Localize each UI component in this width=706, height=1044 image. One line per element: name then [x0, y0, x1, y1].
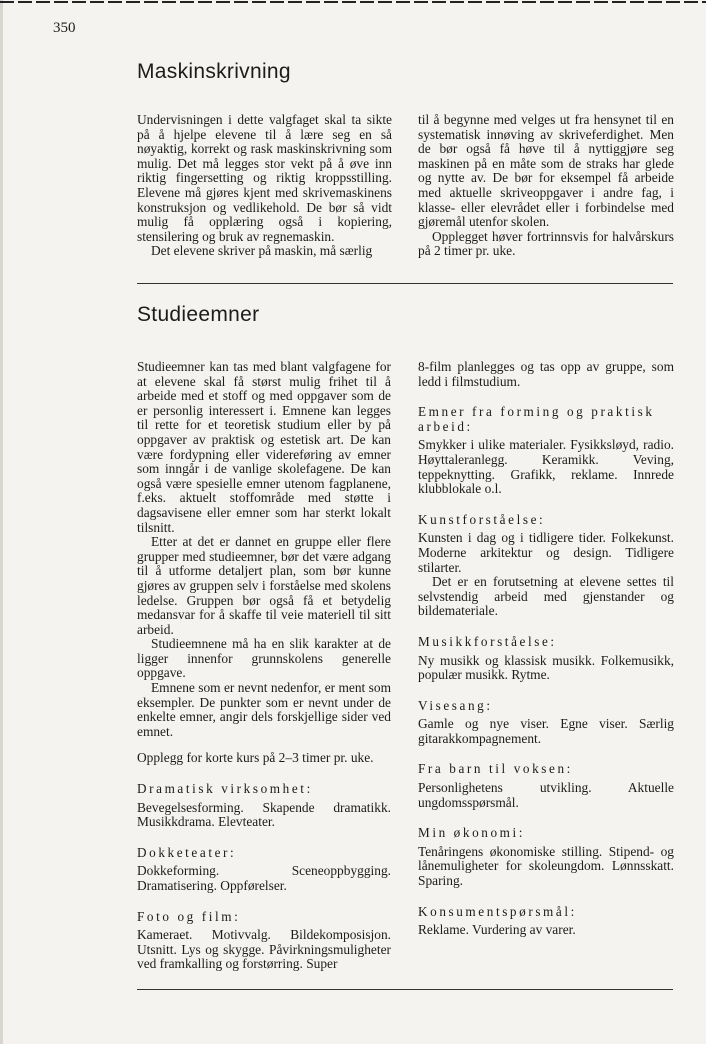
page-edge — [0, 0, 3, 1044]
paragraph: Studieemnene må ha en slik karakter at de ligger innenfor grunnskolens generelle oppgave. — [137, 636, 391, 681]
paragraph: Studieemner kan tas med blant valgfagene for at elevene skal få størst mulig frihet til å arbeide med et stoff og med oppgaver som de er personlig interessert i. Emnene kan legges til rette for et teoretisk studium eller by på oppgaver av praktisk og estetisk art. De kan være fordypning eller videreføring av emner som inngår i de vanlige skolefagene. De kan også være spesielle emner utenom fagplanene, f.eks. aktuelt stoffområde med støtte i dagsavisene eller emner som har sterkt lokalt tilsnitt. — [137, 359, 391, 535]
section-title-maskinskrivning: Maskinskrivning — [137, 60, 291, 83]
topic-heading: Dokketeater: — [137, 844, 237, 860]
topic-heading: Foto og film: — [137, 908, 241, 924]
topic-heading: Fra barn til voksen: — [418, 761, 573, 777]
paragraph: Det elevene skriver på maskin, må særlig — [151, 243, 373, 259]
paragraph: til å begynne med velges ut fra hensynet til en systematisk innøving av skriveferdighet. Men de bør også få høve til å nyttiggjøre seg maskinen på en måte som de straks har glede og nytte av. De bør for eksempel få arbeide med aktuelle skriveoppgaver i andre fag, i klasse- eller elevrådet eller i forbindelse med gjøremål utenfor skolen. — [418, 112, 674, 230]
topic-heading: Visesang: — [418, 697, 493, 713]
paragraph: Emnene som er nevnt nedenfor, er ment som eksempler. De punkter som er nevnt under de enkelte emner, angir dels forskjellige sider ved emnet. — [137, 680, 391, 739]
section-divider — [137, 283, 673, 284]
paragraph: Undervisningen i dette valgfaget skal ta sikte på å hjelpe elevene til å lære seg en så nøyaktig, korrekt og rask maskinskrivning som mulig. Det må legges stor vekt på å øve inn riktig fingersetting og riktig kroppsstilling. Elevene må gjøres kjent med skrivemaskinens konstruksjon og vedlikehold. De bør så vidt mulig få opplæring også i kopiering, stensilering og bruk av regnemaskin. — [137, 112, 392, 244]
page-number: 350 — [53, 20, 76, 36]
topic-heading: Musikkforståelse: — [418, 633, 557, 649]
topic-extra: Det er en forutsetning at elevene settes til selvstendig arbeid med gjenstander og bildemateriale. — [418, 574, 674, 619]
topic-text: Ny musikk og klassisk musikk. Folkemusikk, populær musikk. Rytme. — [418, 652, 674, 683]
topic-list — [137, 782, 391, 972]
topic-text: Kunsten i dag og i tidligere tider. Folkekunst. Moderne arkitektur og design. Tidligere stilarter. — [418, 530, 674, 575]
maskinskrivning-right-column — [418, 113, 674, 259]
topic-heading: Emner fra forming og praktisk arbeid: — [418, 404, 655, 434]
topic-heading: Dramatisk virksomhet: — [137, 781, 313, 797]
topic-text: Kameraet. Motivvalg. Bildekomposisjon. Utsnitt. Lys og skygge. Påvirkningsmuligheter ved framkalling og forstørring. Super — [137, 927, 391, 972]
paragraph: Opplegget høver fortrinnsvis for halvårskurs på 2 timer pr. uke. — [418, 228, 674, 259]
studieemner-left-column — [137, 360, 391, 972]
topic-heading: Kunstforståelse: — [418, 511, 546, 527]
maskinskrivning-left-column — [137, 113, 392, 259]
topic-text: Smykker i ulike materialer. Fysikksløyd, radio. Høyttaleranlegg. Keramikk. Veving, teppeknytting. Grafikk, reklame. Innrede klubblokale o.l. — [418, 437, 674, 497]
topic-text: Tenåringens økonomiske stilling. Stipend- og lånemuligheter for skoleungdom. Lønnsskatt. Sparing. — [418, 843, 674, 889]
bottom-rule — [137, 989, 673, 990]
paragraph: 8-film planlegges og tas opp av gruppe, som ledd i filmstudium. — [418, 359, 674, 389]
topic-text: Dokkeforming. Sceneoppbygging. Dramatisering. Oppførelser. — [137, 863, 391, 893]
topic-text: Reklame. Vurdering av varer. — [418, 922, 576, 938]
top-dashed-edge — [0, 0, 706, 8]
course-note: Opplegg for korte kurs på 2–3 timer pr. uke. — [137, 750, 374, 766]
topic-heading: Konsumentspørsmål: — [418, 903, 577, 919]
topic-heading: Min økonomi: — [418, 825, 526, 841]
topic-text: Bevegelsesforming. Skapende dramatikk. Musikkdrama. Elevteater. — [137, 799, 391, 830]
studieemner-right-column — [418, 360, 674, 938]
topic-text: Personlighetens utvikling. Aktuelle ungdomsspørsmål. — [418, 780, 674, 810]
paragraph: Etter at det er dannet en gruppe eller flere grupper med studieemner, bør det være adgang til å utforme detaljert plan, som bør kunne gjøres av gruppen selv i forståelse med skolens ledelse. Gruppen bør også få et betydelig medansvar for å skaffe til veie materiell til sitt arbeid. — [137, 534, 391, 637]
topic-text: Gamle og nye viser. Egne viser. Særlig gitarakkompagnement. — [418, 716, 674, 746]
section-title-studieemner: Studieemner — [137, 303, 260, 326]
